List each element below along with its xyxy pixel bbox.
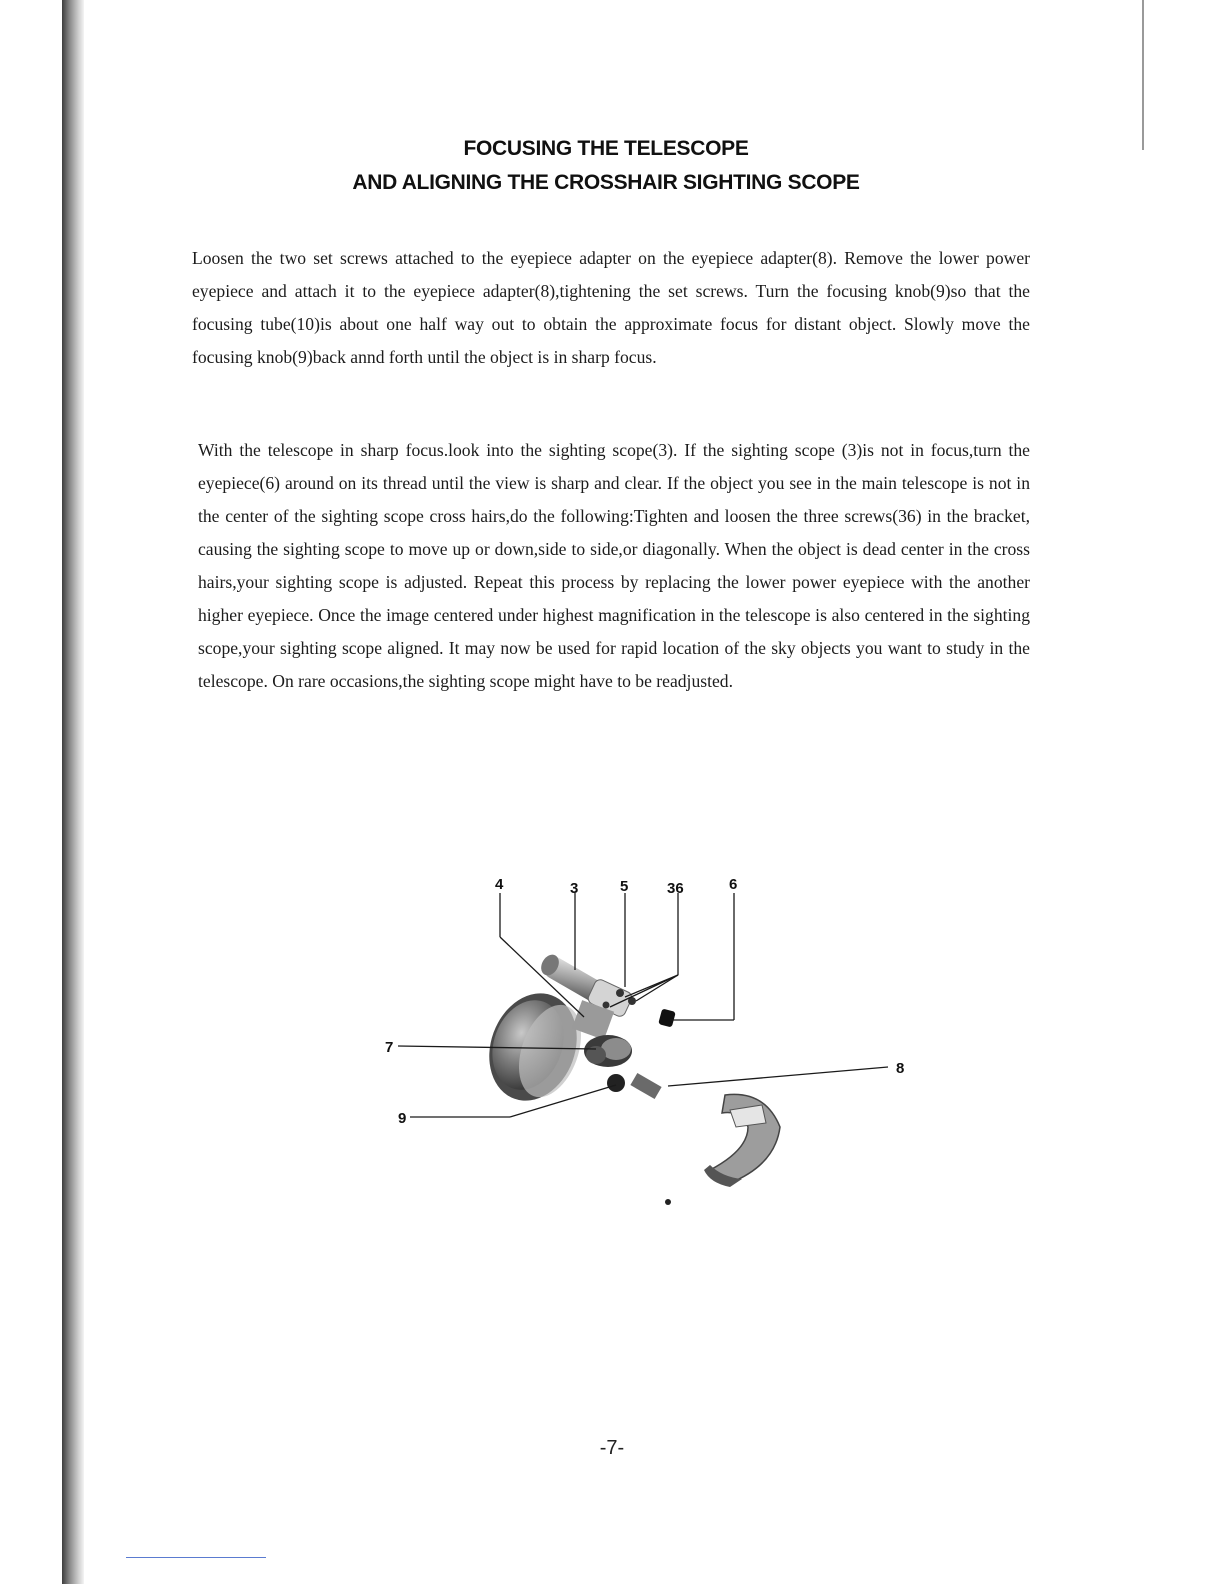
- callout-9: 9: [398, 1110, 407, 1127]
- paragraph-focusing: Loosen the two set screws attached to the eyepiece adapter on the eyepiece adapter(8). Remove the lower power eyepiece and attach it to the eyepiece adapter(8),tightening the set screws. Turn the focusing knob(9)so that the focusing tube(10)is about one half way out to obtain the approximate focus for distant object. Slowly move the focusing knob(9)back annd forth until the object is in sharp focus.: [192, 248, 1030, 367]
- callout-5: 5: [620, 878, 629, 895]
- focuser-assembly: [584, 1035, 662, 1099]
- page-number: -7-: [599, 1437, 625, 1459]
- tube-cradle: [665, 1094, 780, 1205]
- telescope-focuser-diagram: [370, 865, 930, 1220]
- callout-7: 7: [385, 1039, 394, 1056]
- heading-line-1: FOCUSING THE TELESCOPE: [463, 137, 749, 160]
- footer-rule: [126, 1557, 266, 1558]
- scan-binding-edge: [62, 0, 84, 1584]
- paragraph-aligning: With the telescope in sharp focus.look into the sighting scope(3). If the sighting scope (3)is not in focus,turn the eyepiece(6) around on its thread until the view is sharp and clear. If the object you see in the main telescope is not in the center of the sighting scope cross hairs,do the following:Tighten and loosen the three screws(36) in the bracket, causing the sighting scope to move up or down,side to side,or diagonally. When the object is dead center in the cross hairs,your sighting scope is adjusted. Repeat this process by replacing the lower power eyepiece with the another higher eyepiece. Once the image centered under highest magnification in the telescope is also centered in the sighting scope,your sighting scope aligned. It may now be used for rapid location of the sky objects you want to study in the telescope. On rare occasions,the sighting scope might have to be readjusted.: [198, 440, 1030, 691]
- callout-4: 4: [495, 876, 504, 893]
- heading-line-2: AND ALIGNING THE CROSSHAIR SIGHTING SCOPE: [352, 171, 860, 194]
- callout-3: 3: [570, 880, 579, 897]
- scan-right-edge: [1142, 0, 1144, 150]
- eyepiece: [658, 1008, 676, 1027]
- callout-6: 6: [729, 876, 738, 893]
- callout-36: 36: [667, 880, 684, 897]
- callout-8: 8: [896, 1060, 905, 1077]
